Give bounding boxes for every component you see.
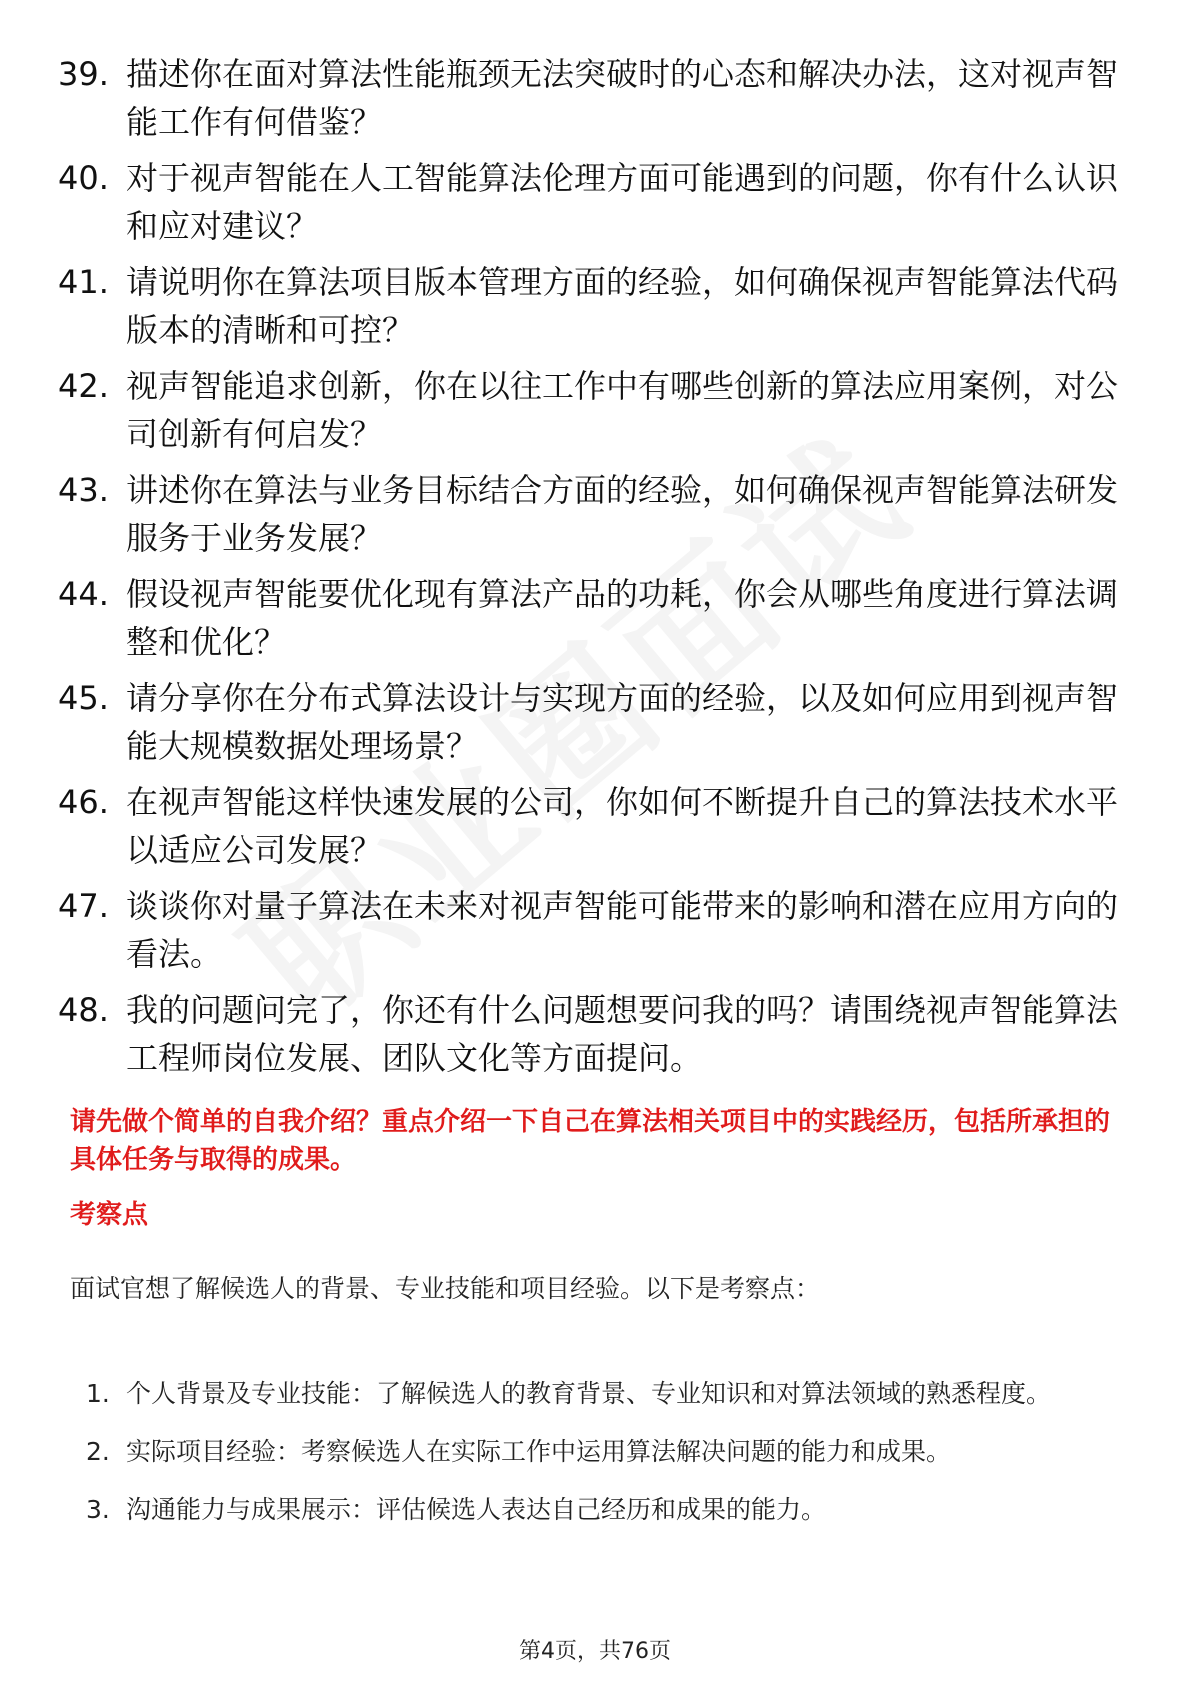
list-item <box>86 1365 1126 1423</box>
question-number: 47. <box>58 887 109 925</box>
question-item <box>58 362 1118 458</box>
question-text: 讲述你在算法与业务目标结合方面的经验，如何确保视声智能算法研发服务于业务发展？ <box>126 471 1119 557</box>
point-text: 个人背景及专业技能：了解候选人的教育背景、专业知识和对算法领域的熟悉程度。 <box>126 1379 1052 1408</box>
point-text: 沟通能力与成果展示：评估候选人表达自己经历和成果的能力。 <box>126 1495 827 1524</box>
list-item <box>86 1481 1126 1539</box>
question-number: 40. <box>58 159 109 197</box>
point-number: 1. <box>86 1379 110 1408</box>
question-text: 对于视声智能在人工智能算法伦理方面可能遇到的问题，你有什么认识和应对建议？ <box>126 159 1119 245</box>
section-label: 考察点 <box>70 1200 149 1230</box>
question-text: 描述你在面对算法性能瓶颈无法突破时的心态和解决办法，这对视声智能工作有何借鉴？ <box>126 55 1119 141</box>
question-text: 在视声智能这样快速发展的公司，你如何不断提升自己的算法技术水平以适应公司发展？ <box>126 783 1119 869</box>
question-list <box>58 50 1118 1090</box>
question-number: 44. <box>58 575 109 613</box>
question-text: 谈谈你对量子算法在未来对视声智能可能带来的影响和潜在应用方向的看法。 <box>126 887 1119 973</box>
question-item <box>58 466 1118 562</box>
question-number: 42. <box>58 367 109 405</box>
question-item <box>58 674 1118 770</box>
question-text: 视声智能追求创新，你在以往工作中有哪些创新的算法应用案例，对公司创新有何启发？ <box>126 367 1119 453</box>
question-number: 48. <box>58 991 109 1029</box>
question-number: 43. <box>58 471 109 509</box>
question-number: 39. <box>58 55 109 93</box>
question-text: 假设视声智能要优化现有算法产品的功耗，你会从哪些角度进行算法调整和优化？ <box>126 575 1119 661</box>
list-item <box>86 1423 1126 1481</box>
question-number: 46. <box>58 783 109 821</box>
question-item <box>58 986 1118 1082</box>
page-footer: 第4页，共76页 <box>519 1639 671 1664</box>
question-item <box>58 154 1118 250</box>
assessment-points <box>86 1365 1126 1539</box>
question-item <box>58 778 1118 874</box>
point-number: 2. <box>86 1437 110 1466</box>
question-text: 我的问题问完了，你还有什么问题想要问我的吗？请围绕视声智能算法工程师岗位发展、团队文化等方面提问。 <box>126 991 1119 1077</box>
question-item <box>58 50 1118 146</box>
question-text: 请分享你在分布式算法设计与实现方面的经验，以及如何应用到视声智能大规模数据处理场景？ <box>126 679 1119 765</box>
section-intro: 面试官想了解候选人的背景、专业技能和项目经验。以下是考察点： <box>70 1274 821 1303</box>
point-text: 实际项目经验：考察候选人在实际工作中运用算法解决问题的能力和成果。 <box>126 1437 952 1466</box>
question-item <box>58 882 1118 978</box>
question-item <box>58 258 1118 354</box>
question-number: 41. <box>58 263 109 301</box>
question-item <box>58 570 1118 666</box>
question-text: 请说明你在算法项目版本管理方面的经验，如何确保视声智能算法代码版本的清晰和可控？ <box>126 263 1119 349</box>
section-heading: 请先做个简单的自我介绍？重点介绍一下自己在算法相关项目中的实践经历，包括所承担的具体任务与取得的成果。 <box>70 1107 1111 1175</box>
point-number: 3. <box>86 1495 110 1524</box>
question-number: 45. <box>58 679 109 717</box>
